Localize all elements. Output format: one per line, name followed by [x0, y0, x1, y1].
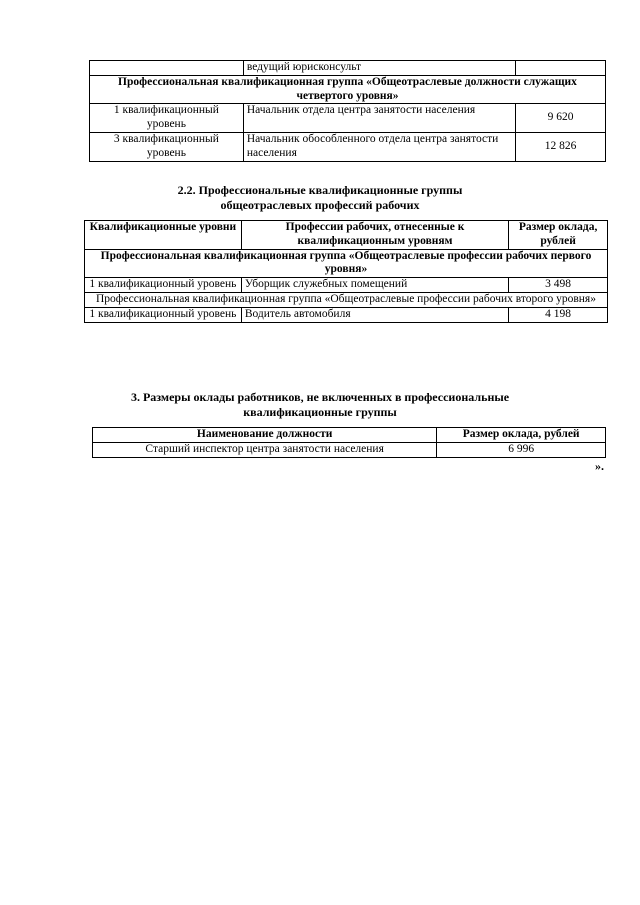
table-cell-profession: Начальник обособленного отдела центра занятости населения — [243, 132, 515, 161]
section-2-2-title-text: 2.2. Профессиональные квалификационные группы общеотраслевых профессий рабочих — [177, 183, 463, 212]
table-header-row — [93, 428, 606, 443]
table-cell-level: 1 квалификационный уровень — [85, 278, 242, 293]
table-group-row — [85, 249, 608, 278]
table-row — [90, 132, 606, 161]
section-3-title — [0, 390, 640, 420]
table-cell-salary: 4 198 — [509, 307, 608, 322]
table-cell-profession: Уборщик служебных помещений — [241, 278, 508, 293]
table-cell-salary: 9 620 — [516, 104, 606, 133]
group-header: Профессиональная квалификационная группа «Общеотраслевые профессии рабочих первого уровня» — [85, 249, 608, 278]
table-cell-empty — [90, 61, 244, 76]
table-row — [93, 442, 606, 457]
table-cell-level: 1 квалификационный уровень — [85, 307, 242, 322]
closing-quote-mark: ». — [595, 459, 604, 473]
table-row — [90, 104, 606, 133]
table-pkg-4th-level — [89, 60, 606, 162]
table-other-positions — [92, 427, 606, 458]
table-cell-level: 3 квалификационный уровень — [90, 132, 244, 161]
table-workers-professions — [84, 220, 608, 323]
table-cell-salary: 3 498 — [509, 278, 608, 293]
group-header: Профессиональная квалификационная группа «Общеотраслевые профессии рабочих второго уровня» — [85, 292, 608, 307]
table-cell-profession: Водитель автомобиля — [241, 307, 508, 322]
header-position: Наименование должности — [93, 428, 437, 443]
table-header-row — [85, 221, 608, 250]
table-cell-profession: ведущий юрисконсульт — [243, 61, 515, 76]
header-salary: Размер оклада, рублей — [437, 428, 606, 443]
section-2-2-title — [0, 183, 640, 213]
table-group-row — [85, 292, 608, 307]
table-cell-position: Старший инспектор центра занятости населения — [93, 442, 437, 457]
header-profession: Профессии рабочих, отнесенные к квалификационным уровням — [241, 221, 508, 250]
group-header: Профессиональная квалификационная группа «Общеотраслевые должности служащих четвертого уровня» — [90, 75, 606, 104]
table-row — [85, 307, 608, 322]
table-row — [85, 278, 608, 293]
table-cell-salary — [516, 61, 606, 76]
section-3-title-text: 3. Размеры оклады работников, не включенных в профессиональные квалификационные группы — [130, 390, 510, 419]
table-cell-profession: Начальник отдела центра занятости населения — [243, 104, 515, 133]
table-group-row — [90, 75, 606, 104]
table-cell-salary: 6 996 — [437, 442, 606, 457]
table-cell-level: 1 квалификационный уровень — [90, 104, 244, 133]
header-salary: Размер оклада, рублей — [509, 221, 608, 250]
table-row — [90, 61, 606, 76]
header-level: Квалификационные уровни — [85, 221, 242, 250]
table-cell-salary: 12 826 — [516, 132, 606, 161]
